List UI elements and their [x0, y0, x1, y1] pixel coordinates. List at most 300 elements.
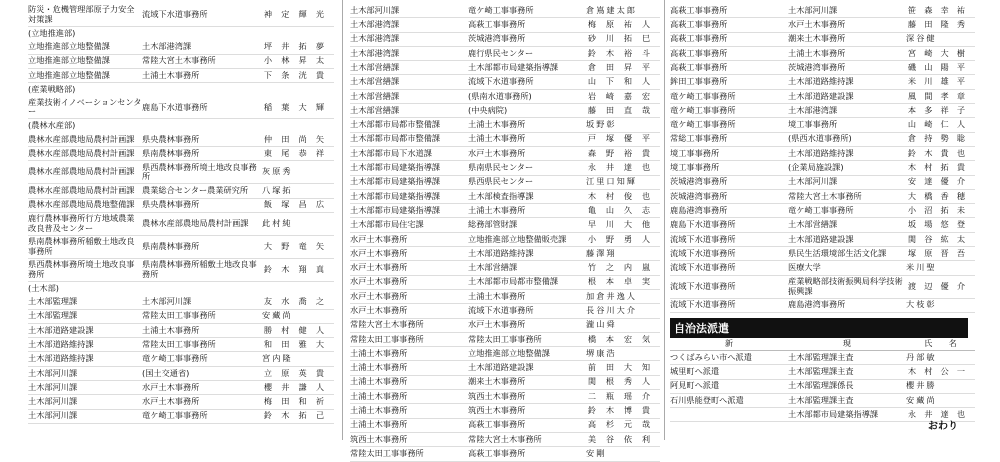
table-row: [28, 55, 334, 69]
new-post: 県西県民センター: [468, 176, 534, 187]
new-post: 流域下水道事務所: [468, 76, 534, 87]
new-post: 土木部港湾課: [788, 104, 838, 115]
table-row: [28, 83, 334, 96]
table-row: [350, 61, 660, 75]
table-row: [670, 190, 975, 204]
table-row: [28, 295, 334, 309]
new-post: 県央農林事務所: [142, 199, 200, 210]
table-row: [670, 133, 975, 147]
column-3-rows: [670, 4, 975, 313]
previous-post: 土浦土木事務所: [350, 390, 408, 401]
new-post: 産業戦略部技術振興局科学技術振興課: [788, 275, 903, 296]
table-row: [670, 233, 975, 247]
new-post: 土木部道路建設課: [468, 362, 534, 373]
table-row: [350, 404, 660, 418]
person-name: 本 多 祥 子: [907, 104, 966, 115]
table-row: [350, 376, 660, 390]
table-row: [670, 47, 975, 61]
table-row: [28, 147, 334, 161]
table-row: [670, 394, 975, 408]
new-post: 土木部監理課主査: [788, 365, 854, 376]
person-name: 友 水 喬 之: [263, 296, 325, 307]
previous-post: 水戸土木事務所: [350, 276, 408, 287]
table-row: [28, 259, 334, 282]
person-name: 長谷川大介: [586, 304, 637, 315]
new-post: 県民生活環境部生活文化課: [788, 247, 887, 258]
previous-post: 土浦土木事務所: [350, 376, 408, 387]
person-name: 根 本 卓 実: [587, 276, 651, 287]
person-name: 鈴 木 博 貴: [587, 405, 651, 416]
table-row: [350, 47, 660, 61]
previous-post: 農林水産部農地局農村計画課: [28, 166, 135, 177]
person-name: 飯 塚 昌 広: [263, 199, 325, 210]
previous-post: 土木部都市局住宅課: [350, 219, 424, 230]
person-name: 安藏尚: [906, 394, 937, 405]
table-row: [350, 447, 660, 461]
new-post: 県南農林事務所: [142, 241, 200, 252]
new-post: 土浦土木事務所: [142, 324, 200, 335]
table-row: [28, 161, 334, 184]
person-name: 江里口知輝: [586, 176, 637, 187]
previous-post: 流域下水道事務所: [670, 247, 736, 258]
new-post: 常陸太田工事事務所: [468, 333, 542, 344]
new-post: 流域下水道事務所: [142, 9, 208, 20]
previous-post: 竜ケ崎工事事務所: [670, 90, 736, 101]
table-row: [28, 395, 334, 409]
previous-post: 農林水産部農地局農村計画課: [28, 133, 135, 144]
table-row: [28, 352, 334, 366]
table-row: [28, 40, 334, 54]
previous-post: 土木部港湾課: [350, 33, 400, 44]
table-row: [350, 419, 660, 433]
person-name: 木 村 公 一: [907, 365, 966, 376]
new-post: 立地推進部立地整備販売課: [468, 233, 567, 244]
previous-post: 鹿島港湾事務所: [670, 204, 728, 215]
previous-post: 立地推進部立地整備課: [28, 55, 110, 66]
person-name: 亀 山 久 志: [587, 204, 651, 215]
person-name: 丹部敏: [906, 351, 937, 362]
table-row: [28, 282, 334, 295]
person-name: 安藏尚: [262, 310, 293, 321]
new-post: (県南水道事務所): [468, 90, 532, 101]
new-post: 県南農林事務所稲敷土地改良事務所: [142, 259, 257, 279]
previous-post: (農林水産部): [28, 120, 76, 131]
person-name: 永 井 達 也: [907, 408, 966, 419]
previous-post: 水戸土木事務所: [350, 304, 408, 315]
person-name: 灰原秀: [262, 166, 293, 177]
table-row: [350, 276, 660, 290]
person-name: 勝 村 健 人: [263, 324, 325, 335]
table-row: [350, 290, 660, 304]
table-row: [350, 261, 660, 275]
previous-post: 水戸土木事務所: [350, 233, 408, 244]
person-name: 山 崎 仁 人: [907, 119, 966, 130]
previous-post: 農林水産部農地局農村計画課: [28, 185, 135, 196]
table-row: [670, 380, 975, 394]
table-row: [28, 133, 334, 147]
section-title: 自治法派遣: [670, 318, 968, 338]
table-row: [350, 147, 660, 161]
person-name: 早 川 大 他: [587, 219, 651, 230]
table-row: [350, 433, 660, 447]
new-post: 農業総合センター農業研究所: [142, 185, 249, 196]
previous-post: 土木部都市局建築指導課: [350, 162, 441, 173]
person-name: 森 野 裕 貴: [587, 147, 651, 158]
person-name: 大枝彰: [906, 299, 937, 310]
table-row: [350, 118, 660, 132]
table-row: [670, 18, 975, 32]
person-name: 坪 井 拓 夢: [263, 41, 325, 52]
previous-post: 流域下水道事務所: [670, 262, 736, 273]
new-post: (国土交通省): [142, 367, 190, 378]
table-row: [28, 338, 334, 352]
person-name: 瀧山舜: [586, 319, 617, 330]
person-name: 鈴 木 裕 斗: [587, 47, 651, 58]
previous-post: 鹿行農林事務所行方地域農業改良普及センター: [28, 213, 135, 233]
new-post: 土浦土木事務所: [468, 133, 526, 144]
new-post: 筑西土木事務所: [468, 390, 526, 401]
previous-post: 常陸大宮土木事務所: [350, 319, 424, 330]
new-post: (県西水道事務所): [788, 133, 852, 144]
table-row: [670, 118, 975, 132]
previous-post: 城里町へ派遣: [670, 365, 720, 376]
new-post: 県南農林事務所: [142, 147, 200, 158]
person-name: 藤 田 隆 秀: [907, 19, 966, 30]
previous-post: 竜ケ崎工事事務所: [670, 104, 736, 115]
new-post: 筑西土木事務所: [468, 405, 526, 416]
previous-post: (土木部): [28, 282, 59, 293]
person-name: 二 瓶 瑶 介: [587, 390, 651, 401]
header-name: 氏 名: [924, 338, 957, 349]
person-name: 堺康浩: [586, 347, 617, 358]
previous-post: 境工事事務所: [670, 162, 720, 173]
new-post: 土木部道路維持課: [788, 147, 854, 158]
section-header: [670, 338, 975, 351]
table-row: [28, 367, 334, 381]
previous-post: 鹿島下水道事務所: [670, 219, 736, 230]
new-post: 常陸太田工事事務所: [142, 338, 216, 349]
previous-post: 石川県能登町へ派遣: [670, 394, 744, 405]
table-row: [670, 299, 975, 313]
person-name: 坂 場 悠 登: [907, 219, 966, 230]
table-row: [670, 276, 975, 299]
table-row: [350, 190, 660, 204]
person-name: 戸 塚 優 平: [587, 133, 651, 144]
table-row: [350, 18, 660, 32]
table-row: [670, 161, 975, 175]
previous-post: 常総工事事務所: [670, 133, 728, 144]
person-name: 関 谷 紘 太: [907, 233, 966, 244]
table-row: [670, 204, 975, 218]
new-post: 医療大学: [788, 262, 821, 273]
table-row: [670, 261, 975, 275]
new-post: 鹿行県民センター: [468, 47, 534, 58]
new-post: 土木部検査指導課: [468, 190, 534, 201]
previous-post: 竜ケ崎工事事務所: [670, 119, 736, 130]
person-name: 此村純: [262, 218, 293, 229]
person-name: 安剛: [586, 447, 607, 458]
table-row: [350, 347, 660, 361]
header-current: 現: [842, 338, 852, 349]
table-row: [28, 27, 334, 40]
previous-post: 常陸太田工事事務所: [350, 333, 424, 344]
person-name: 竹 之 内 嵐: [587, 262, 651, 273]
person-name: 小 野 勇 人: [587, 233, 651, 244]
person-name: 砂 川 拓 巳: [587, 33, 651, 44]
table-row: [28, 199, 334, 213]
previous-post: 産業技術イノベーションセンター: [28, 96, 142, 117]
person-name: 梅 田 和 祈: [263, 396, 325, 407]
table-row: [670, 176, 975, 190]
table-row: [350, 90, 660, 104]
table-row: [670, 61, 975, 75]
previous-post: 土木部都市局都市整備課: [350, 119, 441, 130]
previous-post: 土浦土木事務所: [350, 405, 408, 416]
person-name: 深谷健: [906, 33, 937, 44]
new-post: 茨城港湾事務所: [468, 33, 526, 44]
table-row: [350, 333, 660, 347]
person-name: 倉 持 勢 聡: [907, 133, 966, 144]
dispatch-rows: [670, 351, 975, 422]
previous-post: (産業戦略部): [28, 83, 76, 94]
new-post: 土木部道路建設課: [788, 90, 854, 101]
person-name: 倉 田 昇 平: [587, 61, 651, 72]
person-name: 鈴 木 貴 也: [907, 147, 966, 158]
table-row: [28, 96, 334, 119]
table-row: [670, 4, 975, 18]
table-row: [670, 218, 975, 232]
new-post: 土木部監理課主査: [788, 351, 854, 362]
previous-post: 土木部河川課: [28, 396, 78, 407]
previous-post: 立地推進部立地整備課: [28, 69, 110, 80]
person-name: 東 尾 恭 祥: [263, 147, 325, 158]
table-row: [28, 236, 334, 259]
previous-post: 土木部都市局下水道課: [350, 147, 432, 158]
previous-post: 土木部営繕課: [350, 61, 400, 72]
new-post: 潮来土木事務所: [788, 33, 846, 44]
person-name: 永 井 達 也: [587, 162, 651, 173]
person-name: 藤 田 直 哉: [587, 104, 651, 115]
new-post: 土木部都市局建築指導課: [788, 408, 879, 419]
new-post: 土浦土木事務所: [788, 47, 846, 58]
new-post: 常陸大宮土木事務所: [142, 55, 216, 66]
new-post: 土木部河川課: [788, 4, 838, 15]
person-name: 渡 辺 優 介: [907, 280, 966, 291]
person-name: 山 下 和 人: [587, 76, 651, 87]
person-name: 宮内隆: [262, 353, 293, 364]
person-name: 梅 原 祐 人: [587, 19, 651, 30]
previous-post: 土木部港湾課: [350, 19, 400, 30]
person-name: 関 根 秀 人: [587, 376, 651, 387]
table-row: [28, 4, 334, 27]
previous-post: 土木部監理課: [28, 296, 78, 307]
new-post: 県南県民センター: [468, 162, 534, 173]
previous-post: 土木部営繕課: [350, 104, 400, 115]
new-post: 鹿島下水道事務所: [142, 101, 208, 112]
new-post: 土木部道路維持課: [788, 76, 854, 87]
end-mark: おわり: [928, 421, 958, 432]
person-name: 八塚拓: [262, 185, 293, 196]
previous-post: 土木部都市局建築指導課: [350, 204, 441, 215]
new-post: 水戸土木事務所: [142, 381, 200, 392]
person-name: 風 間 孝 章: [907, 90, 966, 101]
previous-post: 茨城港湾事務所: [670, 176, 728, 187]
new-post: 水戸土木事務所: [142, 396, 200, 407]
previous-post: 阿見町へ派遣: [670, 380, 720, 391]
new-post: 土木部道路建設課: [788, 233, 854, 244]
previous-post: 土木部営繕課: [350, 76, 400, 87]
new-post: 土木部都市局建築指導課: [468, 61, 559, 72]
person-name: 木 村 拓 貴: [907, 162, 966, 173]
person-name: 磯 山 陽 平: [907, 61, 966, 72]
new-post: 茨城港湾事務所: [788, 61, 846, 72]
previous-post: 土木部監理課: [28, 310, 78, 321]
previous-post: 高萩工事事務所: [670, 47, 728, 58]
new-post: 竜ケ崎工事事務所: [788, 204, 854, 215]
table-row: [350, 104, 660, 118]
new-post: 総務部管財課: [468, 219, 518, 230]
previous-post: 水戸土木事務所: [350, 290, 408, 301]
new-post: 土浦土木事務所: [468, 290, 526, 301]
previous-post: 高萩工事事務所: [670, 33, 728, 44]
table-row: [350, 75, 660, 89]
previous-post: 土木部営繕課: [350, 90, 400, 101]
new-post: (企業局施設課): [788, 162, 844, 173]
table-row: [350, 204, 660, 218]
previous-post: 土木部道路維持課: [28, 338, 94, 349]
new-post: 県西農林事務所境土地改良事務所: [142, 161, 257, 182]
table-row: [670, 147, 975, 161]
person-name: 大 橋 香 穂: [907, 190, 966, 201]
table-row: [350, 176, 660, 190]
new-post: (中央病院): [468, 104, 508, 115]
person-name: 鈴 木 拓 己: [263, 410, 325, 421]
new-post: 立地推進部立地整備課: [468, 347, 550, 358]
person-name: 倉嶌建太郎: [586, 4, 637, 15]
person-name: 塚 原 晋 吾: [907, 247, 966, 258]
table-row: [670, 247, 975, 261]
person-name: 小 林 昇 太: [263, 55, 325, 66]
table-row: [28, 381, 334, 395]
previous-post: 土木部河川課: [28, 381, 78, 392]
person-name: 木 村 俊 也: [587, 190, 651, 201]
person-name: 宮 崎 大 樹: [907, 47, 966, 58]
person-name: 櫻 井 謙 人: [263, 381, 325, 392]
previous-post: 水戸土木事務所: [350, 247, 408, 258]
previous-post: 土木部河川課: [28, 367, 78, 378]
previous-post: 農林水産部農地局農村計画課: [28, 147, 135, 158]
new-post: 土木部都市局都市整備課: [468, 276, 559, 287]
previous-post: 流域下水道事務所: [670, 233, 736, 244]
person-name: 神 定 輝 光: [263, 9, 325, 20]
previous-post: 防災・危機管理部原子力安全対策課: [28, 4, 135, 24]
person-name: 立 原 英 貴: [263, 367, 325, 378]
table-row: [350, 161, 660, 175]
previous-post: 常陸太田工事事務所: [350, 447, 424, 458]
person-name: 大 野 竜 矢: [263, 241, 325, 252]
person-name: 高 杉 元 哉: [587, 419, 651, 430]
new-post: 竜ケ崎工事事務所: [142, 410, 208, 421]
table-row: [350, 361, 660, 375]
previous-post: 高萩工事事務所: [670, 19, 728, 30]
previous-post: 土浦土木事務所: [350, 347, 408, 358]
person-name: 加倉井逸人: [586, 290, 637, 301]
table-row: [28, 69, 334, 83]
new-post: 土浦土木事務所: [468, 204, 526, 215]
table-row: [350, 33, 660, 47]
table-row: [350, 304, 660, 318]
previous-post: 農林水産部農地局農地整備課: [28, 199, 135, 210]
table-row: [350, 4, 660, 18]
previous-post: 土浦土木事務所: [350, 362, 408, 373]
previous-post: 水戸土木事務所: [350, 262, 408, 273]
previous-post: 高萩工事事務所: [670, 61, 728, 72]
person-name: 藤澤翔: [586, 247, 617, 258]
previous-post: 流域下水道事務所: [670, 280, 736, 291]
previous-post: 土木部河川課: [350, 4, 400, 15]
person-name: 仲 田 尚 矢: [263, 133, 325, 144]
previous-post: 土木部都市局建築指導課: [350, 176, 441, 187]
previous-post: つくばみらい市へ派遣: [670, 351, 752, 362]
table-row: [28, 310, 334, 324]
new-post: 土浦土木事務所: [468, 119, 526, 130]
person-name: 米 川 雄 平: [907, 76, 966, 87]
person-name: 安 達 優 介: [907, 176, 966, 187]
new-post: 鹿島港湾事務所: [788, 299, 846, 310]
new-post: 土木部監理課主査: [788, 394, 854, 405]
previous-post: 高萩工事事務所: [670, 4, 728, 15]
table-row: [28, 213, 334, 236]
column-divider-2: [664, 0, 665, 440]
previous-post: 土木部港湾課: [350, 47, 400, 58]
new-post: 土木部河川課: [788, 176, 838, 187]
previous-post: 境工事事務所: [670, 147, 720, 158]
new-post: 流域下水道事務所: [468, 304, 534, 315]
person-name: 和 田 雅 大: [263, 338, 325, 349]
new-post: 土木部監理課係長: [788, 380, 854, 391]
new-post: 水戸土木事務所: [788, 19, 846, 30]
new-post: 高萩工事事務所: [468, 419, 526, 430]
new-post: 水戸土木事務所: [468, 319, 526, 330]
table-row: [350, 133, 660, 147]
table-row: [670, 104, 975, 118]
person-name: 下 条 洸 貴: [263, 69, 325, 80]
column-1: [28, 4, 334, 424]
column-divider-1: [342, 0, 343, 440]
person-name: 坂野彰: [586, 119, 617, 130]
person-name: 稲 葉 大 輝: [263, 101, 325, 112]
table-row: [670, 365, 975, 379]
person-name: 櫻井勝: [906, 380, 937, 391]
table-row: [350, 247, 660, 261]
new-post: 県央農林事務所: [142, 133, 200, 144]
previous-post: 流域下水道事務所: [670, 299, 736, 310]
table-row: [350, 390, 660, 404]
new-post: 竜ケ崎工事事務所: [468, 4, 534, 15]
table-row: [350, 233, 660, 247]
person-name: 小 沼 拓 未: [907, 204, 966, 215]
table-row: [670, 33, 975, 47]
new-post: 常陸大宮土木事務所: [468, 433, 542, 444]
new-post: 土木部道路維持課: [468, 247, 534, 258]
new-post: 高萩工事事務所: [468, 447, 526, 458]
new-post: 境工事事務所: [788, 119, 838, 130]
new-post: 土木部港湾課: [142, 41, 192, 52]
person-name: 笹 森 幸 祐: [907, 4, 966, 15]
new-post: 潮来土木事務所: [468, 376, 526, 387]
table-row: [350, 319, 660, 333]
column-2: [350, 4, 660, 462]
